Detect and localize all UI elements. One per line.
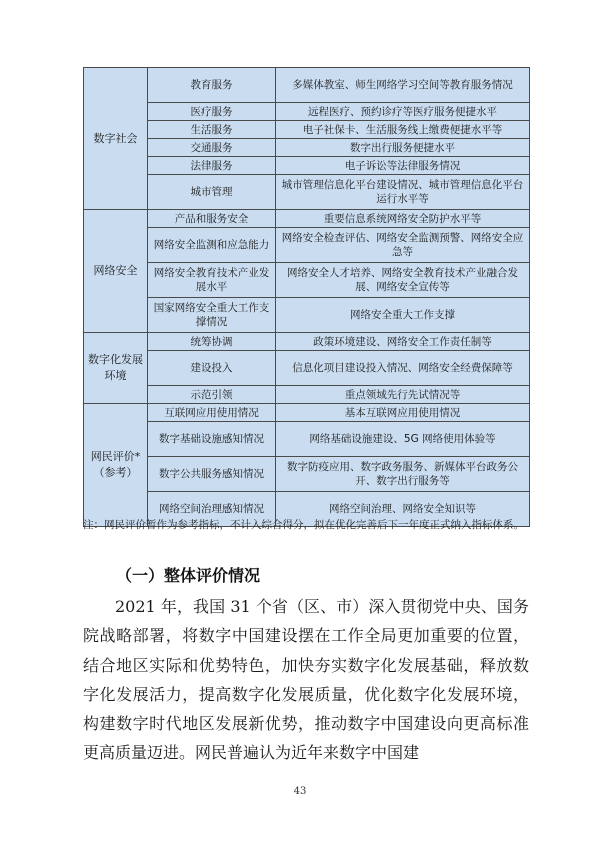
body-paragraph: 2021 年，我国 31 个省（区、市）深入贯彻党中央、国务院战略部署，将数字中国建设摆在工作全局更加重要的位置，结合地区实际和优势特色，加快夯实数字化发展基础，释放数字化发展活力，提高数字化发展质量，优化数字化发展环境，构建数字时代地区发展新优势，推动数字中国建设向更高标准更高质量迈进。网民普遍认为近年来数字中国建 bbox=[83, 597, 529, 763]
content-cell: 远程医疗、预约诊疗等医疗服务便捷水平 bbox=[276, 103, 530, 121]
content-cell: 政策环境建设、网络安全工作责任制等 bbox=[276, 333, 530, 351]
category-cell: 数字化发展环境 bbox=[84, 333, 148, 404]
item-cell: 国家网络安全重大工作支撑情况 bbox=[148, 298, 276, 333]
table-footnote: 注：网民评价暂作为参考指标，不计入综合得分，拟在优化完善后下一年度正式纳入指标体系。 bbox=[83, 519, 524, 531]
content-cell: 网络安全检查评估、网络安全监测预警、网络安全应急等 bbox=[276, 228, 530, 263]
category-cell: 网络安全 bbox=[84, 210, 148, 333]
body-paragraph-block bbox=[83, 592, 529, 768]
table-row bbox=[84, 263, 530, 298]
item-cell: 医疗服务 bbox=[148, 103, 276, 121]
category-cell: 网民评价*（参考） bbox=[84, 404, 148, 527]
item-cell: 城市管理 bbox=[148, 175, 276, 210]
item-cell: 网络安全教育技术产业发展水平 bbox=[148, 263, 276, 298]
table-row bbox=[84, 157, 530, 175]
content-cell: 数字防疫应用、数字政务服务、新媒体平台政务公开、数字出行服务等 bbox=[276, 457, 530, 492]
item-cell: 网络安全监测和应急能力 bbox=[148, 228, 276, 263]
content-cell: 信息化项目建设投入情况、网络安全经费保障等 bbox=[276, 351, 530, 386]
page-number: 43 bbox=[293, 786, 307, 797]
table-row bbox=[84, 139, 530, 157]
content-cell: 数字出行服务便捷水平 bbox=[276, 139, 530, 157]
item-cell: 生活服务 bbox=[148, 121, 276, 139]
content-cell: 重点领域先行先试情况等 bbox=[276, 386, 530, 404]
item-cell: 教育服务 bbox=[148, 68, 276, 103]
item-cell: 示范引领 bbox=[148, 386, 276, 404]
content-cell: 网络安全重大工作支撑 bbox=[276, 298, 530, 333]
item-cell: 产品和服务安全 bbox=[148, 210, 276, 228]
table-row bbox=[84, 404, 530, 422]
table-row bbox=[84, 298, 530, 333]
content-cell: 网络基础设施建设、5G 网络使用体验等 bbox=[276, 422, 530, 457]
table-row bbox=[84, 68, 530, 103]
category-cell: 数字社会 bbox=[84, 68, 148, 210]
table-row bbox=[84, 228, 530, 263]
table-row bbox=[84, 351, 530, 386]
section-heading: （一）整体评价情况 bbox=[116, 566, 261, 585]
table-row bbox=[84, 333, 530, 351]
item-cell: 建设投入 bbox=[148, 351, 276, 386]
item-cell: 互联网应用使用情况 bbox=[148, 404, 276, 422]
item-cell: 数字公共服务感知情况 bbox=[148, 457, 276, 492]
item-cell: 数字基础设施感知情况 bbox=[148, 422, 276, 457]
content-cell: 基本互联网应用使用情况 bbox=[276, 404, 530, 422]
table-row bbox=[84, 210, 530, 228]
indicator-table bbox=[83, 67, 530, 527]
table-row bbox=[84, 103, 530, 121]
content-cell: 网络安全人才培养、网络安全教育技术产业融合发展、网络安全宣传等 bbox=[276, 263, 530, 298]
item-cell: 网络空间治理感知情况 bbox=[148, 492, 276, 527]
item-cell: 法律服务 bbox=[148, 157, 276, 175]
item-cell: 交通服务 bbox=[148, 139, 276, 157]
content-cell: 网络空间治理、网络安全知识等 bbox=[276, 492, 530, 527]
table-row bbox=[84, 422, 530, 457]
content-cell: 电子社保卡、生活服务线上缴费便捷水平等 bbox=[276, 121, 530, 139]
table-row bbox=[84, 386, 530, 404]
item-cell: 统筹协调 bbox=[148, 333, 276, 351]
content-cell: 电子诉讼等法律服务情况 bbox=[276, 157, 530, 175]
content-cell: 重要信息系统网络安全防护水平等 bbox=[276, 210, 530, 228]
content-cell: 多媒体教室、师生网络学习空间等教育服务情况 bbox=[276, 68, 530, 103]
table-row bbox=[84, 121, 530, 139]
content-cell: 城市管理信息化平台建设情况、城市管理信息化平台运行水平等 bbox=[276, 175, 530, 210]
table-row bbox=[84, 175, 530, 210]
table-row bbox=[84, 457, 530, 492]
